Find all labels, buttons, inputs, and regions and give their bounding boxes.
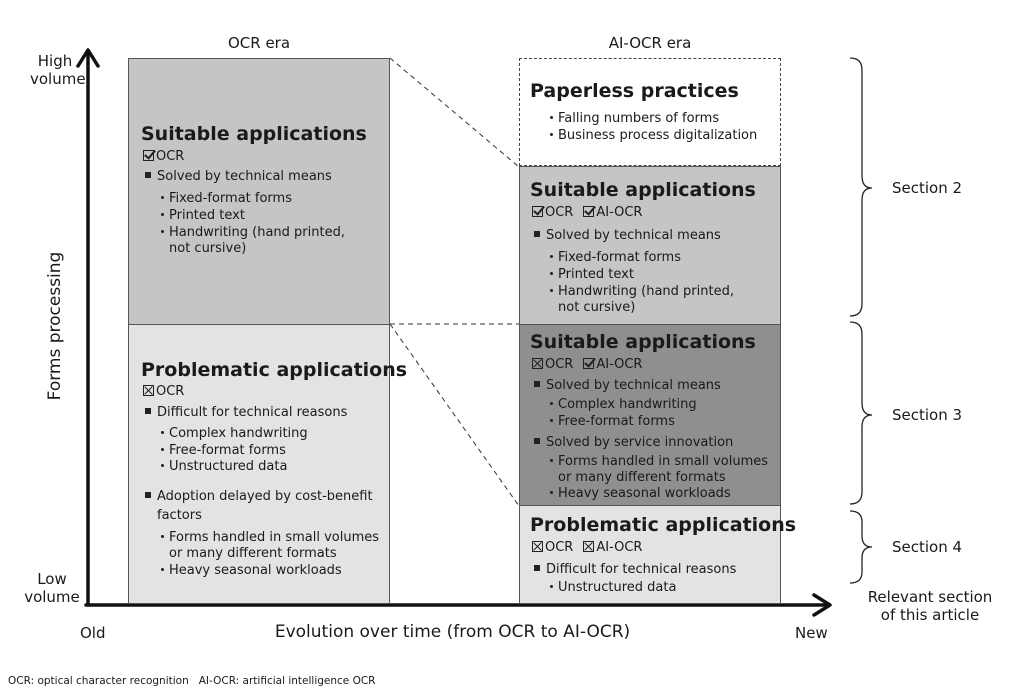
line-text: Heavy seasonal workloads — [169, 563, 342, 578]
ocr-era-label: OCR era — [227, 34, 291, 52]
line-text: not cursive) — [558, 300, 636, 315]
x-axis-old-label: Old — [80, 624, 106, 642]
ai-problem-checks — [532, 540, 642, 557]
ocr-problem-line-8 — [169, 546, 337, 563]
dot-bullet-icon — [161, 535, 164, 538]
line-text: Free-format forms — [558, 414, 675, 429]
connector-bottom — [390, 324, 519, 506]
x-axis-new-label: New — [795, 624, 828, 642]
ocr-suitable-line-4 — [161, 225, 345, 242]
dot-bullet-icon — [161, 213, 164, 216]
line-text: Handwriting (hand printed, — [558, 284, 734, 299]
ai-suitable-1-line-1 — [534, 228, 721, 245]
line-text: or many different formats — [169, 546, 337, 561]
line-text: not cursive) — [169, 241, 247, 256]
ocr-suitable-title: Suitable applications — [141, 123, 367, 145]
line-text: Forms handled in small volumes — [169, 530, 380, 545]
line-text: Fixed-format forms — [169, 191, 292, 206]
square-bullet-icon — [145, 172, 151, 178]
dot-bullet-icon — [550, 402, 553, 405]
ai-suitable-2-line-5 — [550, 454, 768, 471]
ai-problem-title: Problematic applications — [530, 514, 797, 536]
line-text: Falling numbers of forms — [558, 111, 720, 126]
line-text: Solved by service innovation — [546, 435, 734, 450]
check-icon — [583, 358, 594, 369]
cross-icon — [532, 541, 543, 552]
ocr-problem-box — [128, 324, 408, 604]
dot-bullet-icon — [161, 568, 164, 571]
check-label: AI-OCR — [596, 540, 643, 555]
ai-suitable-2-line-6 — [558, 470, 726, 487]
y-axis-high-text-1: High — [37, 52, 73, 70]
dot-bullet-icon — [550, 289, 553, 292]
dot-bullet-icon — [550, 459, 553, 462]
ocr-suitable-line-3 — [161, 208, 245, 225]
ai-suitable-2-line-3 — [550, 414, 675, 431]
line-text: Difficult for technical reasons — [546, 562, 737, 577]
check-icon — [143, 150, 154, 161]
y-axis-high — [30, 52, 86, 88]
ocr-suitable-line-5 — [169, 241, 246, 258]
ai-suitable-2-line-7 — [550, 486, 731, 503]
line-text: Heavy seasonal workloads — [558, 486, 731, 501]
ai-problem-box — [519, 505, 797, 604]
check-label: OCR — [545, 205, 574, 220]
line-text: Unstructured data — [558, 580, 677, 595]
ai-suitable-1-box — [519, 166, 781, 325]
check-label: AI-OCR — [596, 357, 643, 372]
ocr-problem-line-3 — [161, 443, 286, 460]
dot-bullet-icon — [161, 196, 164, 199]
check-label: OCR — [545, 540, 574, 555]
ocr-problem-line-6 — [157, 508, 202, 525]
section-braces — [850, 58, 872, 583]
dot-bullet-icon — [550, 255, 553, 258]
ocr-problem-title: Problematic applications — [141, 359, 408, 381]
dot-bullet-icon — [161, 464, 164, 467]
connector-top — [390, 58, 519, 167]
dot-bullet-icon — [550, 585, 553, 588]
ai-suitable-2-line-4 — [534, 435, 733, 452]
line-text: Printed text — [558, 267, 634, 282]
check-icon — [583, 206, 594, 217]
paperless-line-1 — [550, 111, 719, 128]
ai-suitable-2-title: Suitable applications — [530, 331, 756, 353]
relevant-section-line-1: Relevant section — [867, 588, 993, 606]
relevant-section-label — [860, 588, 1000, 624]
y-axis-high-text-2: volume — [30, 70, 86, 88]
square-bullet-icon — [145, 408, 151, 414]
paperless-line-2 — [550, 128, 757, 145]
ai-suitable-2-line-1 — [534, 378, 721, 395]
square-bullet-icon — [145, 492, 151, 498]
ai-suitable-2-line-2 — [550, 397, 697, 414]
ocr-suitable-box — [128, 58, 390, 325]
ocr-suitable-checks — [143, 149, 184, 166]
ai-problem-line-2 — [550, 580, 676, 597]
dot-bullet-icon — [161, 448, 164, 451]
section-2-label: Section 2 — [892, 179, 963, 197]
cross-icon — [532, 358, 543, 369]
brace-section-3 — [850, 322, 872, 504]
square-bullet-icon — [534, 381, 540, 387]
line-text: Solved by technical means — [157, 169, 332, 184]
ocr-problem-line-2 — [161, 426, 308, 443]
dashed-connectors — [390, 58, 519, 506]
line-text: Handwriting (hand printed, — [169, 225, 345, 240]
ocr-problem-line-4 — [161, 459, 287, 476]
ai-suitable-1-line-2 — [550, 250, 681, 267]
line-text: or many different formats — [558, 470, 726, 485]
line-text: Fixed-format forms — [558, 250, 681, 265]
paperless-box — [519, 58, 781, 166]
section-4-label: Section 4 — [892, 538, 963, 556]
ocr-suitable-line-2 — [161, 191, 292, 208]
ai-suitable-1-line-5 — [558, 300, 635, 317]
ocr-problem-line-7 — [161, 530, 379, 547]
ai-suitable-1-line-3 — [550, 267, 634, 284]
ai-suitable-2-checks — [532, 357, 642, 374]
dot-bullet-icon — [161, 431, 164, 434]
ai-suitable-1-checks — [532, 205, 642, 222]
ai-suitable-2-box — [519, 324, 781, 506]
y-axis-low-text-1: Low — [37, 570, 67, 588]
ai-problem-line-1 — [534, 562, 736, 579]
dot-bullet-icon — [550, 272, 553, 275]
ocr-suitable-line-1 — [145, 169, 332, 186]
line-text: Complex handwriting — [169, 426, 308, 441]
ocr-problem-checks — [143, 384, 184, 401]
line-text: Adoption delayed by cost-benefit — [157, 489, 373, 504]
brace-section-2 — [850, 58, 872, 316]
line-text: Difficult for technical reasons — [157, 405, 348, 420]
line-text: Forms handled in small volumes — [558, 454, 769, 469]
check-label: AI-OCR — [596, 205, 643, 220]
ai-suitable-1-title: Suitable applications — [530, 179, 756, 201]
ocr-problem-line-9 — [161, 563, 342, 580]
y-axis-low-text-2: volume — [24, 588, 80, 606]
paperless-title: Paperless practices — [530, 80, 739, 102]
footnote: OCR: optical character recognition AI-OCR: artificial intelligence OCR — [8, 675, 376, 687]
brace-section-4 — [850, 511, 872, 583]
check-label: OCR — [156, 384, 185, 399]
line-text: Complex handwriting — [558, 397, 697, 412]
line-text: factors — [157, 508, 202, 523]
y-axis-low — [24, 570, 80, 606]
line-text: Unstructured data — [169, 459, 288, 474]
dot-bullet-icon — [550, 116, 553, 119]
y-axis-title: Forms processing — [45, 251, 65, 401]
cross-icon — [143, 385, 154, 396]
square-bullet-icon — [534, 231, 540, 237]
check-label: OCR — [156, 149, 185, 164]
relevant-section-line-2: of this article — [880, 606, 980, 624]
section-3-label: Section 3 — [892, 406, 963, 424]
dot-bullet-icon — [161, 230, 164, 233]
line-text: Free-format forms — [169, 443, 286, 458]
square-bullet-icon — [534, 565, 540, 571]
check-label: OCR — [545, 357, 574, 372]
ai-suitable-1-line-4 — [550, 284, 734, 301]
x-axis-title: Evolution over time (from OCR to AI-OCR) — [274, 622, 631, 642]
square-bullet-icon — [534, 438, 540, 444]
line-text: Business process digitalization — [558, 128, 758, 143]
line-text: Solved by technical means — [546, 228, 721, 243]
ocr-problem-line-5 — [145, 489, 373, 506]
line-text: Printed text — [169, 208, 245, 223]
dot-bullet-icon — [550, 491, 553, 494]
dot-bullet-icon — [550, 419, 553, 422]
cross-icon — [583, 541, 594, 552]
dot-bullet-icon — [550, 133, 553, 136]
line-text: Solved by technical means — [546, 378, 721, 393]
ai-ocr-era-label: AI-OCR era — [608, 34, 692, 52]
ocr-problem-line-1 — [145, 405, 347, 422]
check-icon — [532, 206, 543, 217]
